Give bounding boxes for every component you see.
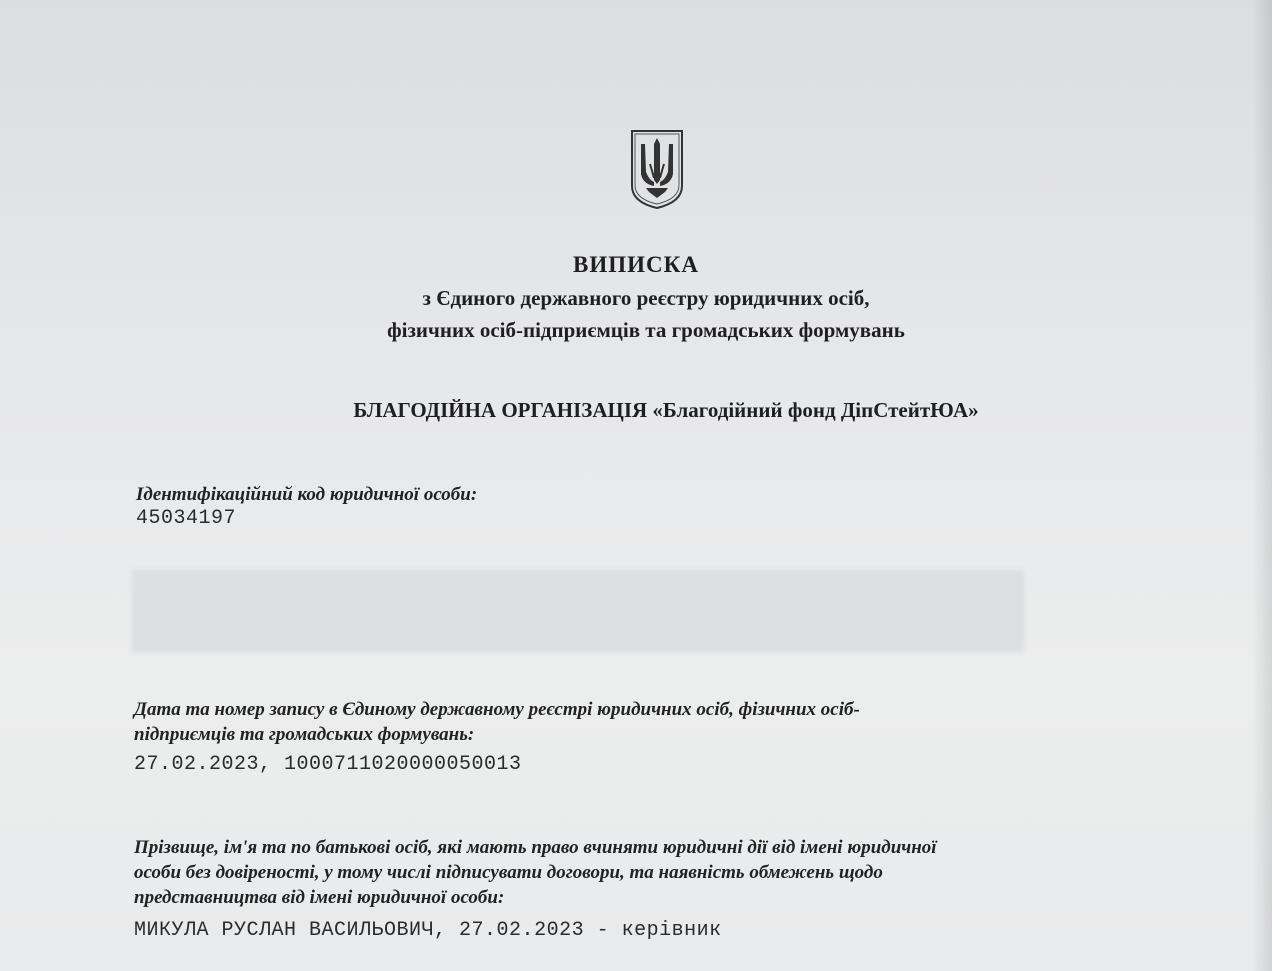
authorized-persons-label: Прізвище, ім'я та по батькові осіб, які мають право вчиняти юридичні дії від імені юридичної особи без довіреності, у тому числі підписувати договори, та наявність обмежень щодо представництва від імені юридичної особи:	[134, 837, 937, 908]
registration-record-value: 27.02.2023, 1000711020000050013	[134, 753, 522, 776]
redacted-area	[132, 570, 1024, 652]
document-title: ВИПИСКА	[573, 252, 699, 277]
authorized-persons-value: МИКУЛА РУСЛАН ВАСИЛЬОВИЧ, 27.02.2023 - керівник	[134, 919, 722, 942]
organization-name: БЛАГОДІЙНА ОРГАНІЗАЦІЯ «Благодійний фонд ДіпСтейтЮА»	[353, 398, 979, 422]
id-code-value: 45034197	[136, 507, 237, 530]
page-edge-shadow	[1252, 0, 1272, 971]
document-subtitle-line2: фізичних осіб-підприємців та громадських формувань	[387, 318, 905, 342]
document-subtitle-line1: з Єдиного державного реєстру юридичних осіб,	[422, 286, 870, 310]
id-code-label: Ідентифікаційний код юридичної особи:	[136, 484, 478, 505]
registration-record-label: Дата та номер запису в Єдиному державному реєстрі юридичних осіб, фізичних осіб- підприємців та громадських формувань:	[134, 699, 860, 745]
ukraine-trident-icon	[629, 128, 685, 210]
